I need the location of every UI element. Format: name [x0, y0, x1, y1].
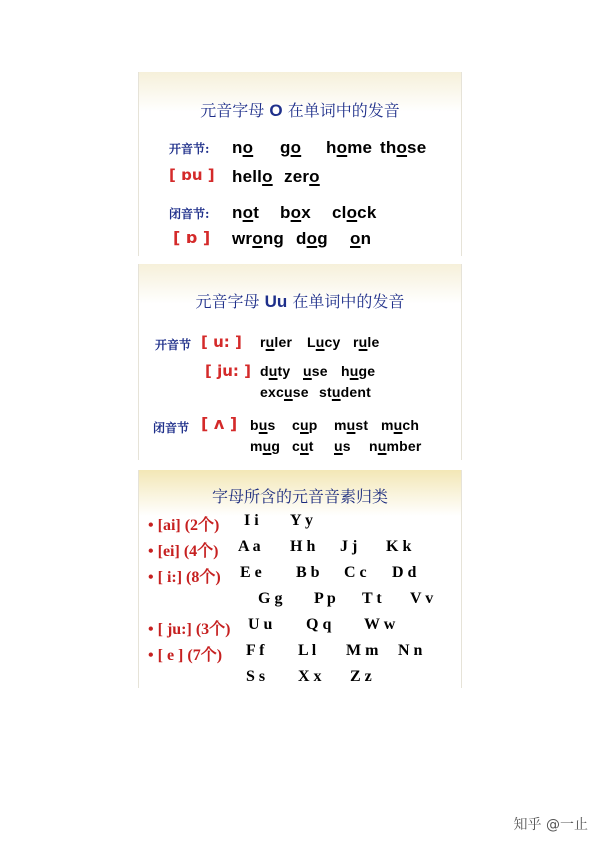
letter-pair: F f — [246, 642, 265, 659]
title-letter: Uu — [264, 292, 288, 311]
word: bus — [250, 417, 276, 433]
phoneme-label — [148, 538, 218, 561]
word: hello — [232, 167, 273, 186]
phoneme: [ e ] (7个) — [157, 647, 223, 664]
word: rule — [353, 334, 380, 350]
word: number — [369, 438, 422, 454]
letter-pair: N n — [398, 642, 423, 659]
letter-pair: I i — [244, 512, 259, 529]
title-prefix: 元音字母 — [195, 292, 260, 311]
ipa-u: [ u: ] — [201, 333, 242, 351]
open-syllable-label: 开音节: — [169, 142, 210, 156]
word: ruler — [260, 334, 293, 350]
phoneme-label — [148, 616, 230, 639]
letter-pair: P p — [314, 590, 336, 607]
card-letter-o — [138, 72, 462, 256]
word: cut — [292, 438, 314, 454]
card-title — [139, 98, 461, 121]
bullet: • — [148, 647, 158, 664]
letter-pair: Q q — [306, 616, 332, 633]
ipa-v: [ ʌ ] — [201, 414, 238, 433]
phoneme: [ ju:] (3个) — [157, 621, 231, 638]
bullet: • — [148, 517, 158, 534]
word: use — [303, 363, 328, 379]
letter-pair: H h — [290, 538, 316, 555]
letter-pair: B b — [296, 564, 320, 581]
word: cup — [292, 417, 318, 433]
bullet: • — [148, 569, 158, 586]
word: go — [280, 138, 302, 157]
bullet: • — [148, 543, 158, 560]
word: home — [326, 138, 373, 157]
phoneme-label — [148, 564, 221, 587]
letter-pair: D d — [392, 564, 417, 581]
title-suffix: 在单词中的发音 — [287, 101, 400, 120]
word: dog — [296, 229, 328, 248]
word: wrong — [232, 229, 285, 248]
letter-pair: W w — [364, 616, 396, 633]
word: not — [232, 203, 260, 222]
letter-pair: A a — [238, 538, 261, 555]
phoneme-label — [148, 642, 222, 665]
title-suffix: 在单词中的发音 — [292, 292, 405, 311]
word: no — [232, 138, 254, 157]
open-syllable-label: 开音节 — [155, 338, 192, 352]
letter-pair: L l — [298, 642, 317, 659]
word: student — [319, 384, 371, 400]
watermark: 知乎 @一止 — [513, 817, 588, 833]
letter-pair: S s — [246, 668, 266, 685]
word: those — [380, 138, 427, 157]
letter-pair: E e — [240, 564, 262, 581]
word: must — [334, 417, 369, 433]
closed-syllable-label: 闭音节 — [153, 421, 190, 435]
card-letter-u — [138, 264, 462, 460]
word: much — [381, 417, 420, 433]
closed-syllable-label: 闭音节: — [169, 207, 210, 221]
word: excuse — [260, 384, 309, 400]
ipa-o: [ ɒ ] — [173, 228, 211, 247]
word: Lucy — [307, 334, 341, 350]
word: box — [280, 203, 311, 222]
letter-pair: Y y — [290, 512, 313, 529]
letter-pair: G g — [258, 590, 283, 607]
bullet: • — [148, 621, 158, 638]
phoneme: [ i:] (8个) — [157, 569, 221, 586]
phoneme: [ai] (2个) — [157, 517, 220, 534]
word: us — [334, 438, 351, 454]
letter-pair: V v — [410, 590, 434, 607]
letter-pair: J j — [340, 538, 358, 555]
word: on — [350, 229, 372, 248]
letter-pair: K k — [386, 538, 412, 555]
phoneme: [ei] (4个) — [157, 543, 219, 560]
ipa-ou: [ ɒu ] — [169, 166, 215, 184]
phoneme-label — [148, 512, 219, 535]
word: duty — [260, 363, 291, 379]
letter-pair: X x — [298, 668, 322, 685]
word: clock — [332, 203, 377, 222]
letter-pair: Z z — [350, 668, 372, 685]
ipa-ju: [ ju: ] — [205, 362, 251, 380]
word: zero — [284, 167, 320, 186]
card-title: 字母所含的元音音素归类 — [211, 487, 388, 506]
letter-pair: C c — [344, 564, 367, 581]
card-title — [139, 289, 461, 312]
title-letter: O — [269, 101, 283, 120]
letter-pair: U u — [248, 616, 273, 633]
title-prefix: 元音字母 — [200, 101, 265, 120]
letter-pair: M m — [346, 642, 379, 659]
word: mug — [250, 438, 281, 454]
word: huge — [341, 363, 376, 379]
letter-pair: T t — [362, 590, 382, 607]
